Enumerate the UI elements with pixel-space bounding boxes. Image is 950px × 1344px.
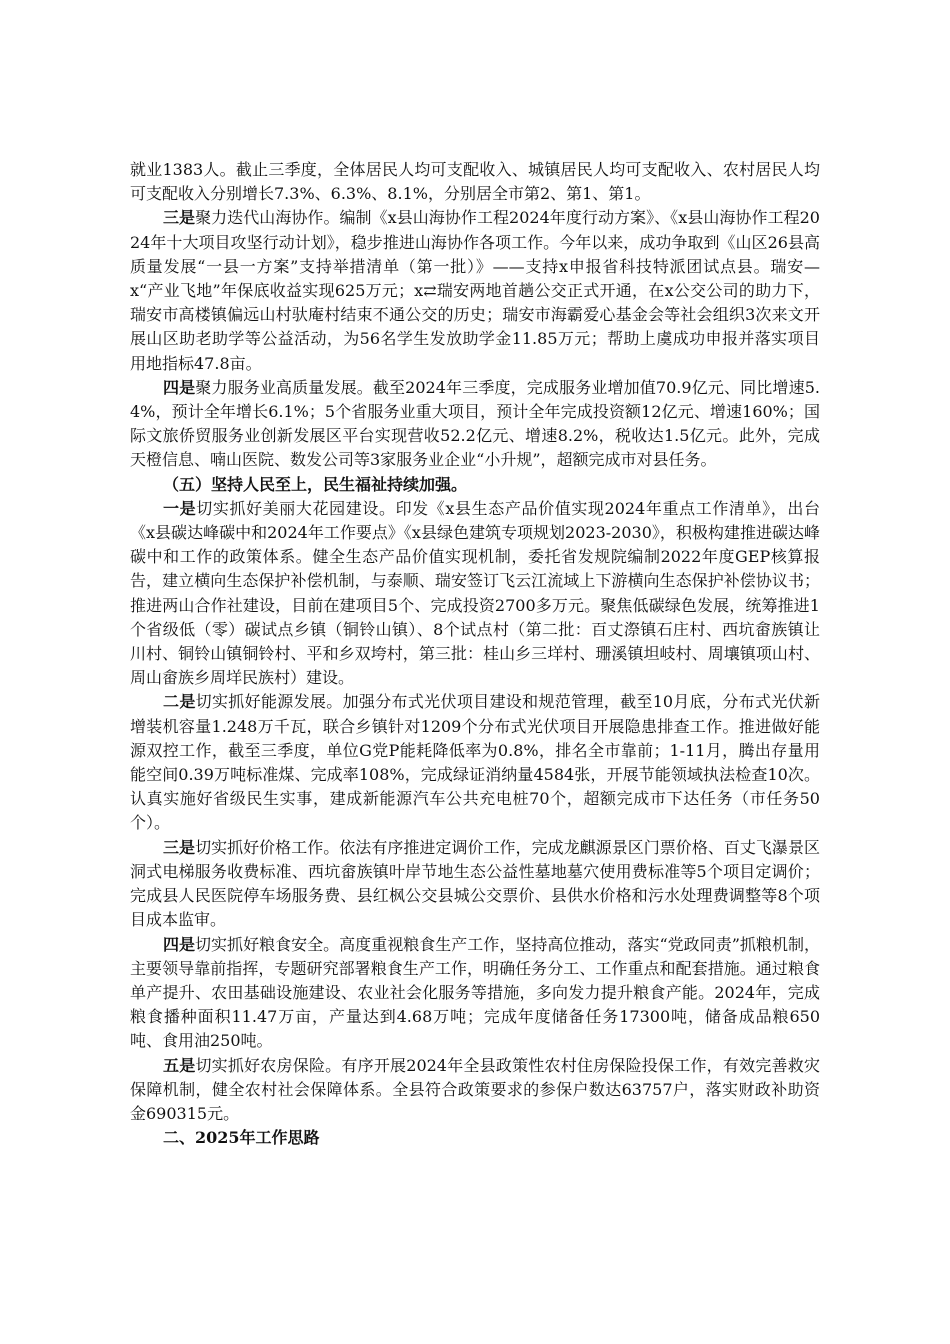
paragraph-lead: 四是 bbox=[163, 934, 196, 954]
paragraph-text: 切实抓好美丽大花园建设。印发《x县生态产品价值实现2024年重点工作清单》，出台《x县碳达峰碳中和2024年工作要点》《x县绿色建筑专项规划2023-2030》，积极构建推进碳达峰碳中和工作的政策体系。健全生态产品价值实现机制，委托省发规院编制2022年度GEP核算报告，建立横向生态保护补偿机制，与泰顺、瑞安签订飞云江流域上下游横向生态保护补偿协议书；推进两山合作社建设，目前在建项目5个、完成投资2700多万元。聚焦低碳绿色发展，统筹推进1个省级低（零）碳试点乡镇（铜铃山镇）、8个试点村（第二批：百丈漈镇石庄村、西坑畲族镇让川村、铜铃山镇铜铃村、平和乡双垮村，第三批：桂山乡三垟村、珊溪镇坦岐村、周壤镇项山村、周山畲族乡周垟民族村）建设。 bbox=[130, 498, 820, 688]
paragraph-text: 切实抓好能源发展。加强分布式光伏项目建设和规范管理，截至10月底，分布式光伏新增装机容量1.248万千瓦，联合乡镇针对1209个分布式光伏项目开展隐患排查工作。推进做好能源双控工作，截至三季度，单位G党P能耗降低率为0.8%，排名全市靠前；1-11月，腾出存量用能空间0.39万吨标准煤、完成率108%，完成绿证消纳量4584张，开展节能领域执法检查10次。认真实施好省级民生实事，建成新能源汽车公共充电桩70个，超额完成市下达任务（市任务50个）。 bbox=[130, 692, 820, 833]
paragraph-lead: 二是 bbox=[163, 692, 196, 712]
paragraph-mountain-sea-cooperation bbox=[130, 206, 820, 375]
paragraph-service-industry bbox=[130, 376, 820, 473]
paragraph-text: 就业1383人。截止三季度，全体居民人均可支配收入、城镇居民人均可支配收入、农村居民人均可支配收入分别增长7.3%、6.3%、8.1%，分别居全市第2、第1、第1。 bbox=[130, 160, 820, 204]
paragraph-lead: 一是 bbox=[163, 498, 197, 518]
paragraph-energy bbox=[130, 690, 820, 835]
paragraph-text: 聚力服务业高质量发展。截至2024年三季度，完成服务业增加值70.9亿元、同比增速5.4%，预计全年增长6.1%；5个省服务业重大项目，预计全年完成投资额12亿元、增速160%；国际文旅侨贸服务业创新发展区平台实现营收52.2亿元、增速8.2%，税收达1.5亿元。此外，完成天橙信息、喃山医院、数发公司等3家服务业企业“小升规”，超额完成市对县任务。 bbox=[130, 377, 820, 470]
paragraph-text: 切实抓好农房保险。有序开展2024年全县政策性农村住房保险投保工作，有效完善救灾保障机制，健全农村社会保障体系。全县符合政策要求的参保户数达63757户，落实财政补助资金690315元。 bbox=[130, 1055, 820, 1123]
paragraph-lead: 三是 bbox=[163, 208, 196, 228]
paragraph-lead: 四是 bbox=[163, 377, 196, 397]
paragraph-text: 切实抓好粮食安全。高度重视粮食生产工作，坚持高位推动，落实“党政同责”抓粮机制，主要领导靠前指挥，专题研究部署粮食生产工作，明确任务分工、工作重点和配套措施。通过粮食单产提升、农田基础设施建设、农业社会化服务等措施，多向发力提升粮食产能。2024年，完成粮食播种面积11.47万亩，产量达到4.68万吨；完成年度储备任务17300吨，储备成品粮650吨、食用油250吨。 bbox=[130, 934, 820, 1051]
document-page bbox=[130, 158, 820, 1150]
paragraph-employment-income bbox=[130, 158, 820, 206]
section-heading-2025-plan: 二、2025年工作思路 bbox=[163, 1128, 320, 1148]
paragraph-lead: 五是 bbox=[163, 1055, 196, 1075]
paragraph-lead: 三是 bbox=[163, 837, 196, 857]
paragraph-text: 聚力迭代山海协作。编制《x县山海协作工程2024年度行动方案》、《x县山海协作工程2024年十大项目攻坚行动计划》，稳步推进山海协作各项工作。今年以来，成功争取到《山区26县高质量发展“一县一方案”支持举措清单（第一批）》——支持x申报省科技特派团试点县。瑞安—x“产业飞地”年保底收益实现625万元；x⇄瑞安两地首趟公交正式开通，在x公交公司的助力下，瑞安市高楼镇偏远山村驮庵村结束不通公交的历史；瑞安市海霸爱心基金会等社会组织3次来文开展山区助老助学等公益活动，为56名学生发放助学金11.85万元；帮助上虞成功申报并落实项目用地指标47.8亩。 bbox=[130, 208, 820, 373]
paragraph-ecology-garden bbox=[130, 497, 820, 691]
paragraph-food-security bbox=[130, 933, 820, 1054]
paragraph-text: 切实抓好价格工作。依法有序推进定调价工作，完成龙麒源景区门票价格、百丈飞瀑景区洞式电梯服务收费标准、西坑畲族镇叶岸节地生态公益性墓地墓穴使用费标准等5个项目定调价；完成县人民医院停车场服务费、县红枫公交县城公交票价、县供水价格和污水处理费调整等8个项目成本监审。 bbox=[130, 837, 820, 930]
paragraph-pricing bbox=[130, 836, 820, 933]
section-heading-livelihood: （五）坚持人民至上，民生福祉持续加强。 bbox=[163, 474, 468, 494]
paragraph-housing-insurance bbox=[130, 1054, 820, 1127]
